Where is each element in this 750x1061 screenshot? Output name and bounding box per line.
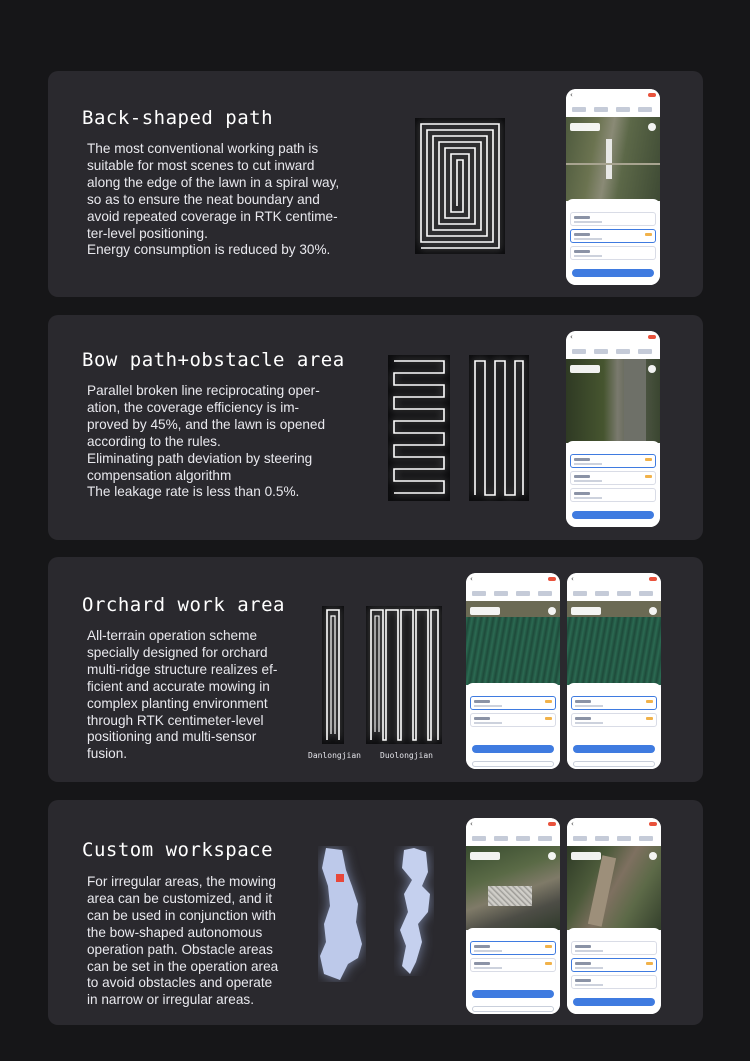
card-orchard-work-area <box>48 557 703 782</box>
description-line: in narrow or irregular areas. <box>87 992 254 1008</box>
description-line: fusion. <box>87 746 128 762</box>
description-line: Parallel broken line reciprocating oper- <box>87 383 320 398</box>
map-view <box>567 846 661 930</box>
description-line: The leakage rate is less than 0.5%. <box>87 484 300 500</box>
app-screenshot <box>566 89 660 285</box>
locate-icon <box>648 365 656 373</box>
status-badge <box>648 335 656 339</box>
irregular-area-with-obstacle-diagram <box>318 846 366 982</box>
app-screenshot <box>567 573 661 769</box>
app-screenshot <box>566 331 660 527</box>
map-view <box>566 359 660 443</box>
back-icon: ‹ <box>470 575 473 583</box>
status-badge <box>649 822 657 826</box>
description-line: through RTK centimeter-level <box>87 712 264 728</box>
map-chip <box>570 123 600 131</box>
back-icon: ‹ <box>571 820 574 828</box>
description-line: ter-level positioning. <box>87 225 208 241</box>
section-title: Back-shaped path <box>82 107 274 129</box>
description-line: avoid repeated coverage in RTK centime- <box>87 208 338 224</box>
start-button <box>472 990 554 998</box>
multi-ridge-path-diagram <box>366 606 442 744</box>
map-chip <box>571 852 601 860</box>
status-badge <box>548 822 556 826</box>
description-line: compensation algorithm <box>87 467 232 483</box>
diagram-caption: Danlongjian <box>308 751 361 760</box>
description-line: positioning and multi-sensor <box>87 729 257 745</box>
description-line: complex planting environment <box>87 695 268 711</box>
locate-icon <box>548 852 556 860</box>
section-description <box>87 141 377 259</box>
secondary-button <box>472 1006 554 1012</box>
locate-icon <box>649 607 657 615</box>
section-title: Bow path+obstacle area <box>82 349 345 371</box>
description-line: specially designed for orchard <box>87 644 268 660</box>
back-icon: ‹ <box>570 333 573 341</box>
start-button <box>572 269 654 277</box>
map-chip <box>571 607 601 615</box>
description-line: the bow-shaped autonomous <box>87 924 263 940</box>
locate-icon <box>648 123 656 131</box>
irregular-area-diagram <box>394 846 434 976</box>
spiral-path-diagram <box>415 118 505 254</box>
map-view <box>566 117 660 201</box>
description-line: ation, the coverage efficiency is im- <box>87 399 300 415</box>
description-line: Energy consumption is reduced by 30%. <box>87 242 331 258</box>
work-panel <box>567 928 661 1014</box>
secondary-button <box>573 761 655 767</box>
start-button <box>573 998 655 1006</box>
description-line: to avoid obstacles and operate <box>87 975 273 991</box>
app-screenshot <box>466 573 560 769</box>
back-icon: ‹ <box>470 820 473 828</box>
locate-icon <box>649 852 657 860</box>
description-line: suitable for most scenes to cut inward <box>87 157 315 173</box>
vertical-bow-path-diagram <box>469 355 529 501</box>
app-screenshot <box>567 818 661 1014</box>
map-chip <box>470 607 500 615</box>
description-line: along the edge of the lawn in a spiral way, <box>87 174 340 190</box>
description-line: For irregular areas, the mowing <box>87 874 276 889</box>
description-line: so as to ensure the neat boundary and <box>87 191 320 207</box>
map-view <box>567 601 661 685</box>
status-badge <box>548 577 556 581</box>
description-line: operation path. Obstacle areas <box>87 941 273 957</box>
description-line: multi-ridge structure realizes ef- <box>87 661 278 677</box>
app-screenshot <box>466 818 560 1014</box>
diagram-caption: Duolongjian <box>380 751 433 760</box>
start-button <box>573 745 655 753</box>
secondary-button <box>472 761 554 767</box>
map-view <box>466 601 560 685</box>
work-panel <box>566 199 660 285</box>
map-chip <box>470 852 500 860</box>
start-button <box>572 511 654 519</box>
section-title: Orchard work area <box>82 594 285 616</box>
map-chip <box>570 365 600 373</box>
back-icon: ‹ <box>571 575 574 583</box>
description-line: All-terrain operation scheme <box>87 628 258 643</box>
horizontal-bow-path-diagram <box>388 355 450 501</box>
status-badge <box>649 577 657 581</box>
card-bow-path <box>48 315 703 540</box>
card-back-shaped-path <box>48 71 703 297</box>
section-description <box>87 383 377 501</box>
description-line: ficient and accurate mowing in <box>87 678 270 694</box>
description-line: according to the rules. <box>87 433 221 449</box>
card-custom-workspace <box>48 800 703 1025</box>
description-line: area can be customized, and it <box>87 890 273 906</box>
work-panel <box>466 683 560 769</box>
description-line: proved by 45%, and the lawn is opened <box>87 416 326 432</box>
locate-icon <box>548 607 556 615</box>
description-line: Eliminating path deviation by steering <box>87 450 313 466</box>
back-icon: ‹ <box>570 91 573 99</box>
status-badge <box>648 93 656 97</box>
description-line: can be used in conjunction with <box>87 907 276 923</box>
work-panel <box>567 683 661 769</box>
work-panel <box>566 441 660 527</box>
start-button <box>472 745 554 753</box>
work-panel <box>466 928 560 1014</box>
description-line: The most conventional working path is <box>87 141 319 156</box>
single-ridge-path-diagram <box>322 606 344 744</box>
map-view <box>466 846 560 930</box>
description-line: can be set in the operation area <box>87 958 279 974</box>
section-title: Custom workspace <box>82 839 274 861</box>
